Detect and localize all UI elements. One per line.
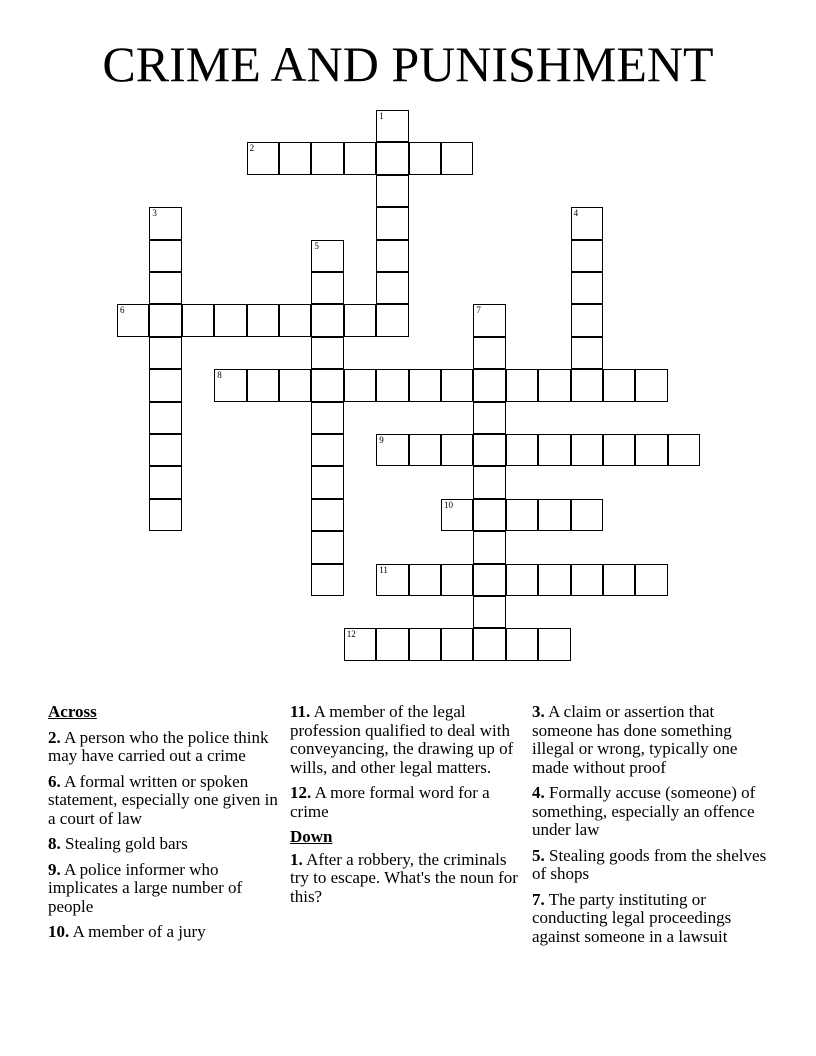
grid-cell[interactable] bbox=[149, 499, 181, 531]
cell-number: 9 bbox=[379, 435, 384, 445]
grid-cell[interactable] bbox=[441, 499, 473, 531]
cell-input[interactable] bbox=[474, 629, 504, 659]
cell-input[interactable] bbox=[377, 143, 407, 173]
grid-cell[interactable] bbox=[311, 564, 343, 596]
grid-cell[interactable] bbox=[473, 304, 505, 336]
cell-input[interactable] bbox=[442, 435, 472, 465]
cell-input[interactable] bbox=[539, 435, 569, 465]
cell-number: 7 bbox=[476, 305, 481, 316]
cell-input[interactable] bbox=[183, 305, 213, 335]
cell-input[interactable] bbox=[507, 565, 537, 595]
cell-input[interactable] bbox=[280, 305, 310, 335]
grid-cell[interactable] bbox=[506, 564, 538, 596]
cell-input[interactable] bbox=[150, 500, 180, 530]
cell-input[interactable] bbox=[377, 208, 407, 238]
cell-input[interactable] bbox=[345, 629, 375, 659]
cell-input[interactable] bbox=[312, 143, 342, 173]
cell-input[interactable] bbox=[474, 338, 504, 368]
clue-down-1: 1. After a robbery, the criminals try to escape. What's the noun for this? bbox=[290, 849, 518, 906]
grid-cell[interactable] bbox=[376, 207, 408, 239]
down-heading: Down bbox=[290, 827, 333, 846]
cell-input[interactable] bbox=[604, 565, 634, 595]
grid-cell[interactable] bbox=[376, 628, 408, 660]
grid-cell[interactable] bbox=[473, 466, 505, 498]
clue-across-6: 6. A formal written or spoken statement, especially one given in a court of law bbox=[48, 771, 278, 828]
cell-input[interactable] bbox=[150, 273, 180, 303]
cell-input[interactable] bbox=[539, 565, 569, 595]
cell-input[interactable] bbox=[312, 467, 342, 497]
cell-input[interactable] bbox=[539, 500, 569, 530]
cell-input[interactable] bbox=[280, 143, 310, 173]
cell-input[interactable] bbox=[410, 629, 440, 659]
cell-input[interactable] bbox=[410, 143, 440, 173]
grid-cell[interactable] bbox=[409, 628, 441, 660]
grid-cell[interactable] bbox=[344, 142, 376, 174]
cell-input[interactable] bbox=[539, 629, 569, 659]
cell-input[interactable] bbox=[410, 370, 440, 400]
cell-input[interactable] bbox=[572, 208, 602, 238]
cell-input[interactable] bbox=[572, 500, 602, 530]
grid-cell[interactable] bbox=[571, 337, 603, 369]
cell-input[interactable] bbox=[474, 370, 504, 400]
cell-number: 4 bbox=[573, 208, 579, 219]
grid-cell[interactable] bbox=[311, 272, 343, 304]
grid-cell[interactable] bbox=[409, 142, 441, 174]
cell-input[interactable] bbox=[377, 629, 407, 659]
grid-cell[interactable] bbox=[344, 628, 376, 660]
cell-input[interactable] bbox=[442, 565, 472, 595]
cell-input[interactable] bbox=[539, 370, 569, 400]
grid-cell[interactable] bbox=[376, 564, 408, 596]
grid-cell[interactable] bbox=[506, 369, 538, 401]
cell-input[interactable] bbox=[474, 500, 504, 530]
cell-input[interactable] bbox=[280, 370, 310, 400]
cell-input[interactable] bbox=[150, 241, 180, 271]
cell-input[interactable] bbox=[377, 273, 407, 303]
cell-input[interactable] bbox=[312, 273, 342, 303]
grid-cell[interactable] bbox=[311, 142, 343, 174]
cell-input[interactable] bbox=[248, 305, 278, 335]
grid-cell[interactable] bbox=[538, 499, 570, 531]
grid-cell[interactable] bbox=[409, 564, 441, 596]
cell-input[interactable] bbox=[572, 305, 602, 335]
clue-down-4: 4. Formally accuse (someone) of something, especially an offence under law bbox=[532, 783, 756, 839]
grid-cell[interactable] bbox=[603, 369, 635, 401]
clues-column-3 bbox=[532, 703, 772, 953]
cell-number: 10 bbox=[444, 499, 453, 510]
cell-input[interactable] bbox=[312, 338, 342, 368]
cell-input[interactable] bbox=[474, 403, 504, 433]
clue-across-8: 8. Stealing gold bars bbox=[48, 834, 188, 853]
cell-number: 12 bbox=[346, 629, 356, 640]
cell-number: 11 bbox=[379, 564, 388, 575]
grid-cell[interactable] bbox=[441, 434, 473, 466]
grid-cell[interactable] bbox=[571, 369, 603, 401]
grid-cell[interactable] bbox=[441, 369, 473, 401]
grid-cell[interactable] bbox=[311, 304, 343, 336]
cell-input[interactable] bbox=[150, 435, 180, 465]
cell-input[interactable] bbox=[150, 370, 180, 400]
cell-input[interactable] bbox=[312, 241, 342, 271]
cell-input[interactable] bbox=[345, 305, 375, 335]
grid-cell[interactable] bbox=[441, 142, 473, 174]
cell-input[interactable] bbox=[507, 435, 537, 465]
grid-cell[interactable] bbox=[344, 304, 376, 336]
grid-cell[interactable] bbox=[376, 434, 408, 466]
grid-cell[interactable] bbox=[571, 564, 603, 596]
grid-cell[interactable] bbox=[473, 564, 505, 596]
cell-input[interactable] bbox=[507, 500, 537, 530]
clue-down-7: 7. The party instituting or conducting legal proceedings against someone in a lawsuit bbox=[532, 889, 732, 946]
grid-cell[interactable] bbox=[376, 240, 408, 272]
grid-cell[interactable] bbox=[279, 142, 311, 174]
grid-cell[interactable] bbox=[538, 564, 570, 596]
cell-input[interactable] bbox=[312, 565, 342, 595]
grid-cell[interactable] bbox=[214, 369, 246, 401]
grid-cell[interactable] bbox=[635, 564, 667, 596]
clue-across-12: 12. A more formal word for a crime bbox=[290, 783, 490, 821]
cell-input[interactable] bbox=[636, 565, 666, 595]
grid-cell[interactable] bbox=[311, 531, 343, 563]
grid-cell[interactable] bbox=[635, 434, 667, 466]
cell-input[interactable] bbox=[312, 403, 342, 433]
cell-input[interactable] bbox=[474, 597, 504, 627]
grid-cell[interactable] bbox=[376, 142, 408, 174]
cell-input[interactable] bbox=[215, 370, 245, 400]
grid-cell[interactable] bbox=[149, 466, 181, 498]
cell-input[interactable] bbox=[312, 305, 342, 335]
grid-cell[interactable] bbox=[538, 434, 570, 466]
cell-input[interactable] bbox=[572, 273, 602, 303]
grid-cell[interactable] bbox=[668, 434, 700, 466]
grid-cell[interactable] bbox=[409, 369, 441, 401]
cell-input[interactable] bbox=[507, 370, 537, 400]
grid-cell[interactable] bbox=[149, 402, 181, 434]
clue-down-3: 3. A claim or assertion that someone has done something illegal or wrong, typically one made without proof bbox=[532, 702, 738, 777]
cell-input[interactable] bbox=[312, 370, 342, 400]
clues-column-2 bbox=[290, 703, 526, 913]
cell-input[interactable] bbox=[442, 370, 472, 400]
grid-cell[interactable] bbox=[571, 499, 603, 531]
cell-number: 6 bbox=[120, 305, 125, 316]
cell-input[interactable] bbox=[604, 370, 634, 400]
cell-input[interactable] bbox=[442, 143, 472, 173]
cell-input[interactable] bbox=[474, 305, 504, 335]
cell-input[interactable] bbox=[410, 565, 440, 595]
grid-cell[interactable] bbox=[473, 499, 505, 531]
cell-input[interactable] bbox=[150, 208, 180, 238]
clue-across-9: 9. A police informer who implicates a large number of people bbox=[48, 859, 243, 916]
grid-cell[interactable] bbox=[117, 304, 149, 336]
cell-input[interactable] bbox=[377, 565, 407, 595]
grid-cell[interactable] bbox=[149, 207, 181, 239]
clues-column-1 bbox=[48, 703, 278, 949]
grid-cell[interactable] bbox=[344, 369, 376, 401]
grid-cell[interactable] bbox=[279, 369, 311, 401]
grid-cell[interactable] bbox=[506, 434, 538, 466]
cell-input[interactable] bbox=[572, 370, 602, 400]
cell-input[interactable] bbox=[312, 435, 342, 465]
cell-input[interactable] bbox=[377, 435, 407, 465]
cell-input[interactable] bbox=[345, 370, 375, 400]
grid-cell[interactable] bbox=[247, 142, 279, 174]
cell-input[interactable] bbox=[150, 467, 180, 497]
grid-cell[interactable] bbox=[571, 240, 603, 272]
grid-cell[interactable] bbox=[571, 434, 603, 466]
cell-input[interactable] bbox=[118, 305, 148, 335]
grid-cell[interactable] bbox=[473, 402, 505, 434]
grid-cell[interactable] bbox=[473, 596, 505, 628]
grid-cell[interactable] bbox=[182, 304, 214, 336]
cell-input[interactable] bbox=[604, 435, 634, 465]
cell-number: 5 bbox=[314, 240, 319, 251]
cell-input[interactable] bbox=[572, 338, 602, 368]
grid-cell[interactable] bbox=[603, 434, 635, 466]
grid-cell[interactable] bbox=[538, 369, 570, 401]
grid-cell[interactable] bbox=[376, 304, 408, 336]
cell-input[interactable] bbox=[150, 403, 180, 433]
grid-cell[interactable] bbox=[149, 304, 181, 336]
cell-number: 8 bbox=[217, 370, 222, 381]
cell-input[interactable] bbox=[636, 435, 666, 465]
cell-input[interactable] bbox=[312, 500, 342, 530]
across-heading: Across bbox=[48, 702, 97, 721]
grid-cell[interactable] bbox=[473, 369, 505, 401]
clue-across-10: 10. A member of a jury bbox=[48, 922, 206, 941]
grid-cell[interactable] bbox=[473, 337, 505, 369]
grid-cell[interactable] bbox=[376, 175, 408, 207]
grid-cell[interactable] bbox=[506, 499, 538, 531]
grid-cell[interactable] bbox=[376, 272, 408, 304]
clue-across-2: 2. A person who the police think may have carried out a crime bbox=[48, 727, 269, 765]
cell-input[interactable] bbox=[636, 370, 666, 400]
grid-cell[interactable] bbox=[149, 272, 181, 304]
cell-input[interactable] bbox=[248, 370, 278, 400]
grid-cell[interactable] bbox=[311, 240, 343, 272]
grid-cell[interactable] bbox=[571, 207, 603, 239]
grid-cell[interactable] bbox=[473, 531, 505, 563]
cell-input[interactable] bbox=[572, 435, 602, 465]
page-title: CRIME AND PUNISHMENT bbox=[102, 36, 714, 92]
grid-cell[interactable] bbox=[571, 304, 603, 336]
cell-input[interactable] bbox=[474, 532, 504, 562]
cell-input[interactable] bbox=[572, 565, 602, 595]
cell-input[interactable] bbox=[345, 143, 375, 173]
grid-cell[interactable] bbox=[311, 499, 343, 531]
cell-input[interactable] bbox=[474, 565, 504, 595]
grid-cell[interactable] bbox=[247, 369, 279, 401]
cell-input[interactable] bbox=[474, 435, 504, 465]
grid-cell[interactable] bbox=[149, 369, 181, 401]
grid-cell[interactable] bbox=[473, 434, 505, 466]
grid-cell[interactable] bbox=[441, 564, 473, 596]
cell-input[interactable] bbox=[572, 241, 602, 271]
grid-cell[interactable] bbox=[247, 304, 279, 336]
cell-input[interactable] bbox=[312, 532, 342, 562]
grid-cell[interactable] bbox=[214, 304, 246, 336]
cell-input[interactable] bbox=[507, 629, 537, 659]
cell-input[interactable] bbox=[150, 338, 180, 368]
grid-cell[interactable] bbox=[311, 337, 343, 369]
grid-cell[interactable] bbox=[376, 110, 408, 142]
cell-input[interactable] bbox=[215, 305, 245, 335]
cell-number: 1 bbox=[379, 111, 384, 121]
cell-input[interactable] bbox=[377, 176, 407, 206]
grid-cell[interactable] bbox=[409, 434, 441, 466]
grid-cell[interactable] bbox=[473, 628, 505, 660]
cell-input[interactable] bbox=[474, 467, 504, 497]
grid-cell[interactable] bbox=[506, 628, 538, 660]
grid-cell[interactable] bbox=[376, 369, 408, 401]
grid-cell[interactable] bbox=[571, 272, 603, 304]
grid-cell[interactable] bbox=[538, 628, 570, 660]
clue-down-5: 5. Stealing goods from the shelves of shops bbox=[532, 845, 767, 883]
grid-cell[interactable] bbox=[149, 434, 181, 466]
cell-input[interactable] bbox=[150, 305, 180, 335]
cell-input[interactable] bbox=[442, 629, 472, 659]
cell-number: 2 bbox=[249, 143, 255, 154]
cell-input[interactable] bbox=[669, 435, 699, 465]
cell-input[interactable] bbox=[377, 305, 407, 335]
grid-cell[interactable] bbox=[149, 337, 181, 369]
cell-input[interactable] bbox=[410, 435, 440, 465]
grid-cell[interactable] bbox=[149, 240, 181, 272]
cell-input[interactable] bbox=[377, 241, 407, 271]
grid-cell[interactable] bbox=[311, 402, 343, 434]
cell-input[interactable] bbox=[248, 143, 278, 173]
grid-cell[interactable] bbox=[311, 369, 343, 401]
grid-cell[interactable] bbox=[603, 564, 635, 596]
grid-cell[interactable] bbox=[635, 369, 667, 401]
grid-cell[interactable] bbox=[311, 434, 343, 466]
clue-across-11: 11. A member of the legal profession qualified to deal with conveyancing, the drawing up of wills, and other legal matters. bbox=[290, 702, 514, 777]
grid-cell[interactable] bbox=[441, 628, 473, 660]
cell-input[interactable] bbox=[377, 111, 407, 141]
cell-input[interactable] bbox=[442, 500, 472, 530]
cell-input[interactable] bbox=[377, 370, 407, 400]
grid-cell[interactable] bbox=[279, 304, 311, 336]
cell-number: 3 bbox=[152, 208, 157, 219]
grid-cell[interactable] bbox=[311, 466, 343, 498]
